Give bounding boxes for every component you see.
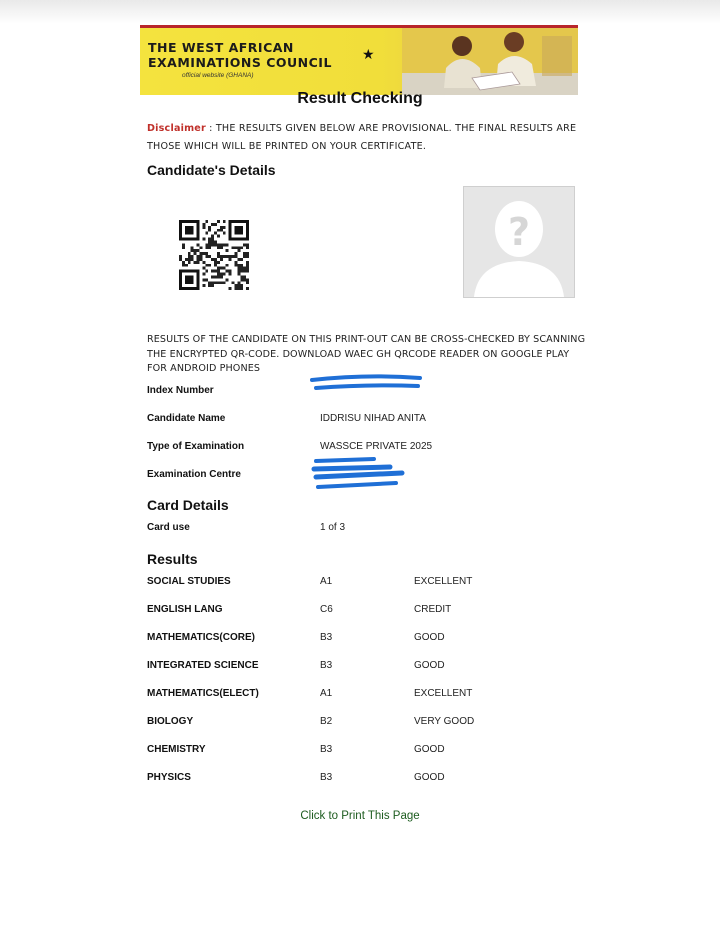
results-heading: Results bbox=[147, 551, 198, 567]
print-page-link[interactable]: Click to Print This Page bbox=[300, 810, 420, 822]
candidate-name-label: Candidate Name bbox=[147, 413, 226, 424]
card-use-value: 1 of 3 bbox=[320, 522, 346, 533]
result-remark: VERY GOOD bbox=[414, 716, 475, 727]
qr-code bbox=[178, 220, 250, 290]
result-subject: SOCIAL STUDIES bbox=[147, 576, 231, 587]
result-subject: BIOLOGY bbox=[147, 716, 194, 727]
exam-centre-label: Examination Centre bbox=[147, 469, 241, 480]
result-grade: B3 bbox=[320, 744, 333, 755]
waec-banner bbox=[140, 25, 578, 95]
page-top-shadow bbox=[0, 0, 720, 24]
result-grade: B2 bbox=[320, 716, 333, 727]
result-remark: GOOD bbox=[414, 772, 445, 783]
redaction-scribble-centre bbox=[310, 455, 410, 495]
result-remark: GOOD bbox=[414, 632, 445, 643]
black-star-icon: ★ bbox=[362, 46, 375, 62]
result-grade: B3 bbox=[320, 660, 333, 671]
qr-instructions: RESULTS OF THE CANDIDATE ON THIS PRINT-OUT CAN BE CROSS-CHECKED BY SCANNING THE ENCRYPTED QR-CODE. DOWNLOAD WAEC GH QRCODE READER ON GOOGLE PLAY FOR ANDROID PHONES bbox=[147, 334, 586, 374]
result-remark: CREDIT bbox=[414, 604, 452, 615]
result-grade: A1 bbox=[320, 688, 333, 699]
council-name-line1: THE WEST AFRICAN bbox=[148, 40, 294, 55]
result-remark: EXCELLENT bbox=[414, 576, 473, 587]
result-grade: B3 bbox=[320, 772, 333, 783]
svg-text:?: ? bbox=[507, 210, 531, 254]
disclaimer-text: : THE RESULTS GIVEN BELOW ARE PROVISIONAL. THE FINAL RESULTS ARE THOSE WHICH WILL BE PRINTED ON YOUR CERTIFICATE. bbox=[147, 123, 577, 152]
disclaimer bbox=[147, 120, 587, 156]
result-subject: INTEGRATED SCIENCE bbox=[147, 660, 259, 671]
candidate-name-value: IDDRISU NIHAD ANITA bbox=[320, 413, 426, 424]
exam-type-label: Type of Examination bbox=[147, 441, 245, 452]
index-number-label: Index Number bbox=[147, 385, 214, 396]
council-name-line2: EXAMINATIONS COUNCIL bbox=[148, 55, 332, 70]
card-details-heading: Card Details bbox=[147, 497, 229, 513]
result-grade: A1 bbox=[320, 576, 333, 587]
result-grade: B3 bbox=[320, 632, 333, 643]
result-subject: MATHEMATICS(ELECT) bbox=[147, 688, 259, 699]
candidate-details-heading: Candidate's Details bbox=[147, 162, 276, 178]
exam-type-value: WASSCE PRIVATE 2025 bbox=[320, 441, 433, 452]
result-subject: PHYSICS bbox=[147, 772, 191, 783]
result-subject: MATHEMATICS(CORE) bbox=[147, 632, 255, 643]
candidate-photo-placeholder bbox=[463, 186, 575, 298]
result-remark: GOOD bbox=[414, 660, 445, 671]
result-subject: CHEMISTRY bbox=[147, 744, 206, 755]
result-remark: EXCELLENT bbox=[414, 688, 473, 699]
banner-tagline: official website (GHANA) bbox=[182, 72, 254, 79]
disclaimer-label: Disclaimer bbox=[147, 123, 206, 134]
result-subject: ENGLISH LANG bbox=[147, 604, 223, 615]
page-title: Result Checking bbox=[297, 90, 423, 107]
result-remark: GOOD bbox=[414, 744, 445, 755]
students-photo bbox=[402, 28, 578, 95]
result-grade: C6 bbox=[320, 604, 333, 615]
card-use-label: Card use bbox=[147, 522, 190, 533]
